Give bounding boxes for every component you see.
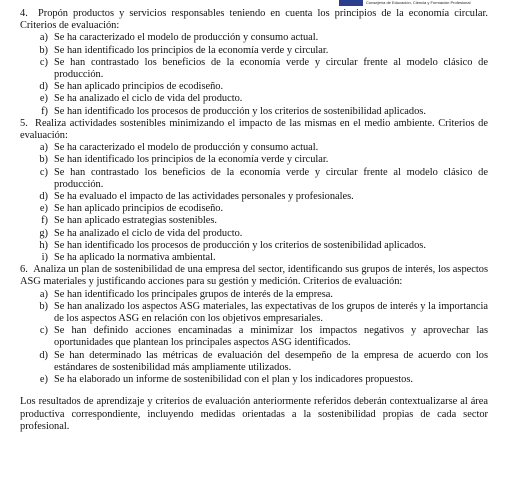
criterion-marker: f) xyxy=(41,105,48,117)
criterion-item xyxy=(20,167,488,191)
criterion-marker: a) xyxy=(39,288,48,300)
criterion-item xyxy=(20,215,488,227)
criterion-text: Se han aplicado principios de ecodiseño. xyxy=(54,81,224,93)
criterion-text: Se ha analizado el ciclo de vida del producto. xyxy=(54,227,243,239)
criterion-item xyxy=(20,374,488,386)
criterion-text: Se han identificado los principios de la economía verde y circular. xyxy=(54,44,329,56)
criterion-item xyxy=(20,154,488,166)
criterion-item xyxy=(20,106,488,118)
criterion-marker: b) xyxy=(39,44,48,56)
criterion-text: Se ha caracterizado el modelo de producción y consumo actual. xyxy=(54,32,319,44)
section-6-intro xyxy=(20,264,488,288)
section-intro-text: Analiza un plan de sostenibilidad de una empresa del sector, identificando sus grupos de interés, los aspectos ASG materiales y justificando acciones para su gestión y medición. Criterios de evaluación: xyxy=(20,264,488,288)
criterion-item xyxy=(20,252,488,264)
criterion-item xyxy=(20,240,488,252)
header-strip xyxy=(0,0,507,7)
criterion-text: Se han contrastado los beneficios de la economía verde y circular frente al modelo clásico de producción. xyxy=(54,166,488,190)
criterion-text: Se han identificado los procesos de producción y los criterios de sostenibilidad aplicados. xyxy=(54,239,426,251)
criterion-marker: d) xyxy=(39,81,48,93)
criterion-text: Se han analizado los aspectos ASG materiales, las expectativas de los grupos de interés y la importancia de los aspectos ASG en relación con los objetivos empresariales. xyxy=(54,300,488,325)
ministry-caption: Consejería de Educación, Ciencia y Formación Profesional xyxy=(366,0,471,5)
criterion-marker: e) xyxy=(39,374,48,386)
criterion-marker: c) xyxy=(39,166,48,178)
criterion-text: Se ha evaluado el impacto de las actividades personales y profesionales. xyxy=(54,191,354,203)
criterion-marker: d) xyxy=(39,191,48,203)
criterion-item xyxy=(20,203,488,215)
section-number: 4. xyxy=(20,8,28,19)
criterion-item xyxy=(20,325,488,349)
criterion-item xyxy=(20,191,488,203)
section-number: 5. xyxy=(20,117,28,129)
criterion-item xyxy=(20,57,488,81)
criterion-text: Se han contrastado los beneficios de la economía verde y circular frente al modelo clásico de producción. xyxy=(54,56,488,81)
section-5-intro xyxy=(20,118,488,142)
criterion-marker: a) xyxy=(39,32,48,44)
section-intro-text: Realiza actividades sostenibles minimizando el impacto de las mismas en el medio ambiente. Criterios de evaluación: xyxy=(20,117,488,142)
criterion-item xyxy=(20,45,488,57)
criterion-item xyxy=(20,93,488,105)
criterion-text: Se han aplicado estrategias sostenibles. xyxy=(54,215,218,227)
criterion-text: Se ha caracterizado el modelo de producción y consumo actual. xyxy=(54,142,319,154)
criterion-marker: c) xyxy=(39,56,48,68)
criterion-marker: c) xyxy=(39,325,48,337)
criterion-text: Se han definido acciones encaminadas a minimizar los impactos negativos y aprovechar las oportunidades que plantean los principales aspectos ASG identificados. xyxy=(54,325,488,349)
criterion-item xyxy=(20,301,488,325)
criterion-marker: e) xyxy=(39,93,48,105)
criterion-marker: b) xyxy=(39,300,48,312)
criterion-marker: b) xyxy=(39,154,48,166)
criterion-item xyxy=(20,32,488,44)
criterion-text: Se han aplicado principios de ecodiseño. xyxy=(54,203,224,215)
criterion-item xyxy=(20,289,488,301)
criterion-text: Se han determinado las métricas de evaluación del desempeño de la empresa de acuerdo con los estándares de sostenibilidad más ampliamente utilizados. xyxy=(54,349,488,373)
criterion-text: Se ha analizado el ciclo de vida del producto. xyxy=(54,93,243,105)
criterion-item xyxy=(20,81,488,93)
criterion-text: Se ha elaborado un informe de sostenibilidad con el plan y los indicadores propuestos. xyxy=(54,374,413,386)
criterion-marker: d) xyxy=(39,349,48,361)
criterion-marker: e) xyxy=(39,203,48,215)
criterion-item xyxy=(20,350,488,374)
criterion-marker: g) xyxy=(39,227,48,239)
criterion-text: Se han identificado los procesos de producción y los criterios de sostenibilidad aplicados. xyxy=(54,105,426,117)
section-4-intro xyxy=(20,8,488,32)
criterion-marker: f) xyxy=(41,215,48,227)
criterion-marker: i) xyxy=(41,252,48,264)
criterion-text: Se han identificado los principales grupos de interés de la empresa. xyxy=(54,288,334,300)
section-number: 6. xyxy=(20,264,28,276)
criterion-marker: a) xyxy=(39,142,48,154)
document-body xyxy=(20,8,488,433)
ministry-logo xyxy=(339,0,363,6)
criterion-marker: h) xyxy=(39,239,48,251)
criterion-text: Se ha aplicado la normativa ambiental. xyxy=(54,252,216,264)
closing-paragraph: Los resultados de aprendizaje y criterios de evaluación anteriormente referidos deberán contextualizarse al área productiva correspondiente, incluyendo medidas orientadas a la sostenibilidad propias de cada sector profesional. xyxy=(20,396,488,432)
criterion-item xyxy=(20,142,488,154)
criterion-item xyxy=(20,228,488,240)
section-intro-text: Propón productos y servicios responsables teniendo en cuenta los principios de la economía circular. Criterios de evaluación: xyxy=(20,8,488,32)
criterion-text: Se han identificado los principios de la economía verde y circular. xyxy=(54,154,329,166)
